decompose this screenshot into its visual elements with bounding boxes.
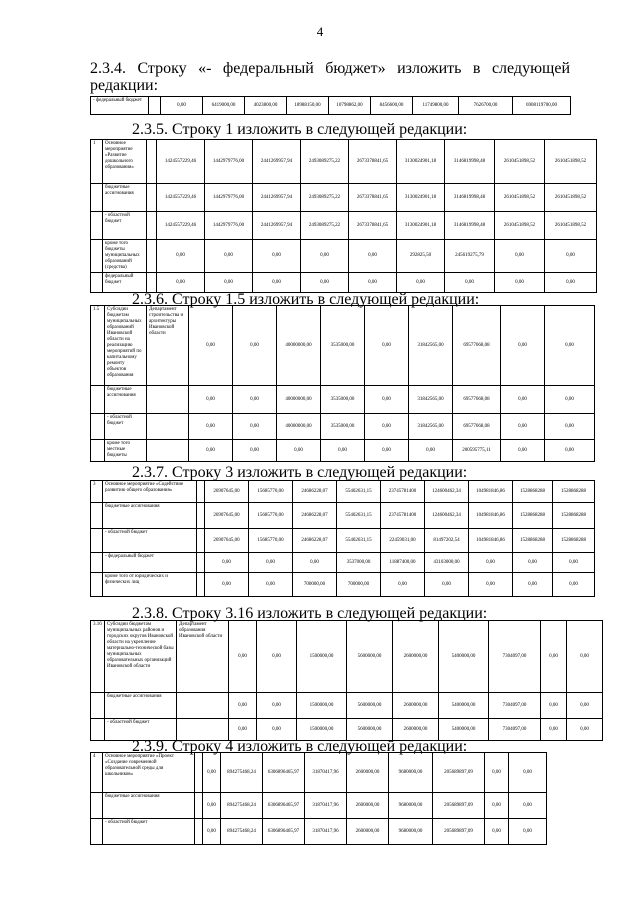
table-cell: 2610451898,52 bbox=[545, 184, 597, 212]
table-cell bbox=[91, 793, 103, 819]
table-cell: 15685770,00 bbox=[249, 481, 293, 503]
table-cell: 0,00 bbox=[553, 573, 595, 597]
table-cell: 0,00 bbox=[501, 306, 545, 386]
table-cell: 2493089275,22 bbox=[301, 212, 349, 240]
table-cell bbox=[197, 529, 205, 553]
table-cell: 0,00 bbox=[469, 553, 513, 573]
table-cell: 0,00 bbox=[253, 240, 301, 273]
table-cell bbox=[195, 793, 203, 819]
table-cell: 5600000,00 bbox=[347, 693, 393, 719]
table-cell: Департамент строительства и архитектуры Ивановской области bbox=[147, 306, 189, 386]
table-row bbox=[91, 240, 597, 273]
table-row bbox=[91, 621, 603, 693]
table-cell: 0,00 bbox=[545, 440, 595, 462]
table-cell: 894275468,24 bbox=[221, 753, 263, 793]
table-cell: 0,00 bbox=[277, 440, 321, 462]
table-cell: 26907645,00 bbox=[205, 481, 249, 503]
table-cell: 7304097,00 bbox=[489, 621, 541, 693]
table-cell: 1528868288 bbox=[513, 481, 553, 503]
table-cell: 0,00 bbox=[157, 273, 205, 293]
table-cell: 31842565,00 bbox=[409, 306, 453, 386]
table-cell bbox=[197, 553, 205, 573]
table-cell bbox=[147, 386, 189, 414]
table-cell: 124600462,34 bbox=[425, 481, 469, 503]
budget-table bbox=[90, 96, 571, 115]
table-cell: 245619275,79 bbox=[445, 240, 495, 273]
table-cell: - областной бюджет bbox=[103, 819, 195, 845]
table-cell: 69577668,08 bbox=[453, 414, 501, 440]
table-row bbox=[91, 819, 547, 845]
table-cell: 2673378841,65 bbox=[349, 184, 397, 212]
table-cell bbox=[147, 212, 157, 240]
table-cell: 2493089275,22 bbox=[301, 184, 349, 212]
table-cell bbox=[91, 273, 103, 293]
table-cell: 3130024901,18 bbox=[397, 184, 445, 212]
table-cell bbox=[147, 414, 189, 440]
table-cell: 0,00 bbox=[293, 553, 337, 573]
table-cell bbox=[91, 693, 105, 719]
table-cell: 3535000,00 bbox=[321, 306, 365, 386]
table-row bbox=[91, 386, 595, 414]
table-cell: бюджетные ассигнования bbox=[105, 386, 147, 414]
table-cell: 4023800,00 bbox=[245, 97, 287, 115]
table-cell: 24686228,07 bbox=[293, 503, 337, 529]
table-cell: 0,00 bbox=[409, 440, 453, 462]
table-cell: 0,00 bbox=[205, 573, 249, 597]
table-cell: 205689897,09 bbox=[433, 753, 485, 793]
table-cell: 0,00 bbox=[205, 240, 253, 273]
table-cell: 894275468,24 bbox=[221, 819, 263, 845]
table-cell: федеральный бюджет bbox=[103, 273, 147, 293]
table-cell: 3130024901,18 bbox=[397, 212, 445, 240]
section-heading: 2.3.5. Строку 1 изложить в следующей редакции: bbox=[132, 121, 468, 138]
table-cell bbox=[91, 719, 105, 741]
table-cell: 1528868288 bbox=[513, 503, 553, 529]
table-cell: 0,00 bbox=[321, 440, 365, 462]
table-cell: 3535000,00 bbox=[321, 386, 365, 414]
table-cell: 2441269957,94 bbox=[253, 184, 301, 212]
table-cell: 2610451898,52 bbox=[495, 212, 545, 240]
table-cell: 1442979776,00 bbox=[205, 184, 253, 212]
table-cell: 894275468,24 bbox=[221, 793, 263, 819]
table-cell: 0,00 bbox=[203, 753, 221, 793]
table-cell: 6306896465,97 bbox=[263, 753, 305, 793]
table-cell: 8456600,00 bbox=[371, 97, 413, 115]
table-cell: Субсидии бюджетам муниципальных образований Ивановской области на реализацию мероприятий по капитальному ремонту объектов образования bbox=[105, 306, 147, 386]
table-cell: - областной бюджет bbox=[103, 529, 197, 553]
table-cell bbox=[91, 553, 103, 573]
table-row bbox=[91, 184, 597, 212]
table-cell: 55402631,15 bbox=[337, 481, 381, 503]
table-cell: 15685770,00 bbox=[249, 529, 293, 553]
table-cell: кроме того местные бюджеты bbox=[105, 440, 147, 462]
table-cell: 3146819998,48 bbox=[445, 140, 495, 184]
table-cell: - федеральный бюджет bbox=[103, 553, 197, 573]
table-cell: 0,00 bbox=[249, 553, 293, 573]
table-cell bbox=[91, 819, 103, 845]
table-cell: 0,00 bbox=[365, 306, 409, 386]
table-cell: 700000,00 bbox=[337, 573, 381, 597]
table-cell: 0,00 bbox=[485, 819, 509, 845]
table-cell: 0,00 bbox=[501, 440, 545, 462]
table-cell: 0,00 bbox=[567, 693, 603, 719]
table-cell: 1528868288 bbox=[553, 481, 595, 503]
table-row bbox=[91, 503, 595, 529]
table-cell: 1424557229,46 bbox=[157, 184, 205, 212]
table-cell: 0,00 bbox=[257, 693, 297, 719]
table-cell: 5400000,00 bbox=[439, 693, 489, 719]
table-cell: 0,00 bbox=[205, 273, 253, 293]
table-cell: 0,00 bbox=[233, 440, 277, 462]
table-cell bbox=[197, 481, 205, 503]
table-cell: 0,00 bbox=[495, 240, 545, 273]
table-cell: 18988150,00 bbox=[287, 97, 329, 115]
table-cell: 0,00 bbox=[257, 719, 297, 741]
table-cell: 2493089275,22 bbox=[301, 140, 349, 184]
table-cell: 1500000,00 bbox=[297, 693, 347, 719]
table-cell: 0,00 bbox=[485, 793, 509, 819]
table-cell: 1442979776,00 bbox=[205, 212, 253, 240]
table-cell: 0,00 bbox=[365, 386, 409, 414]
table-cell: 2610451898,52 bbox=[545, 140, 597, 184]
table-cell: 1424557229,46 bbox=[157, 140, 205, 184]
table-cell: 0,00 bbox=[397, 273, 445, 293]
table-cell: Субсидии бюджетам муниципальных районов и городских округов Ивановской области на укрепление материально-технической базы муниципальных образовательных организаций Ивановской области bbox=[105, 621, 177, 693]
table-cell: 0,00 bbox=[205, 553, 249, 573]
table-cell: 81497202,54 bbox=[425, 529, 469, 553]
table-cell: 24686228,07 bbox=[293, 529, 337, 553]
table-row bbox=[91, 414, 595, 440]
table-cell: 3537000,00 bbox=[337, 553, 381, 573]
table-cell: 0,00 bbox=[157, 240, 205, 273]
table-cell: 0,00 bbox=[545, 414, 595, 440]
table-cell: 40000000,00 bbox=[277, 414, 321, 440]
table-cell: 2600000,00 bbox=[393, 621, 439, 693]
table-cell: Основное мероприятие «Развитие дошкольного образования» bbox=[103, 140, 147, 184]
table-cell: 40000000,00 bbox=[277, 306, 321, 386]
table-cell: 205689897,09 bbox=[433, 793, 485, 819]
table-row bbox=[91, 553, 595, 573]
table-cell: 3130024901,18 bbox=[397, 140, 445, 184]
table-cell: 6306896465,97 bbox=[263, 793, 305, 819]
table-cell: 104981846,86 bbox=[469, 529, 513, 553]
table-cell bbox=[91, 573, 103, 597]
table-cell bbox=[195, 753, 203, 793]
table-cell bbox=[91, 184, 103, 212]
table-cell: 0,00 bbox=[301, 273, 349, 293]
table-cell: 7626700,00 bbox=[459, 97, 513, 115]
table-cell: 24686228,07 bbox=[293, 481, 337, 503]
table-row bbox=[91, 440, 595, 462]
table-cell: 26907645,00 bbox=[205, 503, 249, 529]
table-cell: 0,00 bbox=[553, 553, 595, 573]
table-row bbox=[91, 212, 597, 240]
table-cell bbox=[195, 819, 203, 845]
table-cell: 3 bbox=[91, 481, 103, 503]
table-cell: 0,00 bbox=[567, 719, 603, 741]
table-cell bbox=[91, 440, 105, 462]
table-cell: 0,00 bbox=[189, 414, 233, 440]
table-cell: 31870417,96 bbox=[305, 793, 347, 819]
table-cell: 31842565,00 bbox=[409, 414, 453, 440]
table-row bbox=[91, 481, 595, 503]
table-cell: Основное мероприятие «Проект «Создание современной образовательной среды для школьников» bbox=[103, 753, 195, 793]
table-cell: 1442979776,00 bbox=[205, 140, 253, 184]
table-cell: 0,00 bbox=[233, 306, 277, 386]
table-cell: 6419000,00 bbox=[203, 97, 245, 115]
table-cell: 5400000,00 bbox=[439, 719, 489, 741]
budget-table bbox=[90, 752, 547, 845]
table-cell: 1528868288 bbox=[553, 503, 595, 529]
table-cell: Основное мероприятие «Содействие развитию общего образования» bbox=[103, 481, 197, 503]
table-cell bbox=[91, 386, 105, 414]
table-cell: 0,00 bbox=[349, 273, 397, 293]
table-cell: кроме того от юридических и физических лиц bbox=[103, 573, 197, 597]
table-cell: 1500000,00 bbox=[297, 621, 347, 693]
table-cell: 0,00 bbox=[545, 273, 597, 293]
table-cell: 7304097,00 bbox=[489, 719, 541, 741]
table-cell: 9680000,00 bbox=[389, 793, 433, 819]
table-cell: 205689897,09 bbox=[433, 819, 485, 845]
table-cell bbox=[147, 184, 157, 212]
table-cell: 292825,50 bbox=[397, 240, 445, 273]
table-cell: 0,00 bbox=[509, 819, 547, 845]
table-cell: 0,00 bbox=[203, 793, 221, 819]
table-cell: 0,00 bbox=[365, 440, 409, 462]
table-cell: 15685770,00 bbox=[249, 503, 293, 529]
budget-table bbox=[90, 480, 595, 597]
budget-table bbox=[90, 305, 595, 462]
table-cell: Департамент образования Ивановской области bbox=[177, 621, 229, 693]
table-row bbox=[91, 273, 597, 293]
table-cell: 0,00 bbox=[567, 621, 603, 693]
table-cell: 11749800,00 bbox=[413, 97, 459, 115]
table-cell: бюджетные ассигнования bbox=[105, 693, 177, 719]
table-cell bbox=[147, 440, 189, 462]
table-cell: 0,00 bbox=[541, 719, 567, 741]
table-cell bbox=[91, 503, 103, 529]
table-cell: - областной бюджет bbox=[105, 414, 147, 440]
table-cell: 0,00 bbox=[541, 693, 567, 719]
table-cell: бюджетные ассигнования bbox=[103, 503, 197, 529]
table-cell: 2673378841,65 bbox=[349, 140, 397, 184]
table-cell: 26907645,00 bbox=[205, 529, 249, 553]
table-cell: 0,00 bbox=[509, 793, 547, 819]
table-cell: 1424557229,46 bbox=[157, 212, 205, 240]
table-row bbox=[91, 140, 597, 184]
section-heading: 2.3.8. Строку 3.16 изложить в следующей редакции: bbox=[132, 605, 488, 622]
table-cell: - областной бюджет bbox=[103, 212, 147, 240]
table-cell: 69577668,08 bbox=[453, 386, 501, 414]
table-cell: 0,00 bbox=[381, 573, 425, 597]
table-row bbox=[91, 753, 547, 793]
table-cell: 0,00 bbox=[501, 414, 545, 440]
table-cell: 0,00 bbox=[513, 573, 553, 597]
table-cell: 0,00 bbox=[365, 414, 409, 440]
section-heading: 2.3.7. Строку 3 изложить в следующей редакции: bbox=[132, 464, 468, 481]
table-cell bbox=[91, 414, 105, 440]
table-cell: 3535000,00 bbox=[321, 414, 365, 440]
table-cell: 0,00 bbox=[469, 573, 513, 597]
table-cell: 9680000,00 bbox=[389, 753, 433, 793]
table-row bbox=[91, 573, 595, 597]
table-cell: 200595775,11 bbox=[453, 440, 501, 462]
table-cell: 2600000,00 bbox=[393, 719, 439, 741]
table-cell: 0,00 bbox=[301, 240, 349, 273]
table-cell: 104981846,86 bbox=[469, 481, 513, 503]
table-cell: 0,00 bbox=[541, 621, 567, 693]
table-cell: 0,00 bbox=[189, 386, 233, 414]
table-cell: 0,00 bbox=[189, 306, 233, 386]
table-cell: 2600000,00 bbox=[393, 693, 439, 719]
table-cell: бюджетные ассигнования bbox=[103, 793, 195, 819]
table-cell: 0,00 bbox=[161, 97, 203, 115]
table-cell bbox=[197, 573, 205, 597]
table-cell: 23745781400 bbox=[381, 503, 425, 529]
table-cell: 10798862,00 bbox=[329, 97, 371, 115]
table-cell: 1 bbox=[91, 140, 103, 184]
table-cell: 22459031,00 bbox=[381, 529, 425, 553]
table-cell: 1528868288 bbox=[553, 529, 595, 553]
table-cell: 0,00 bbox=[249, 573, 293, 597]
table-cell: 0,00 bbox=[349, 240, 397, 273]
table-cell: 0,00 bbox=[233, 386, 277, 414]
table-cell: 9680000,00 bbox=[389, 819, 433, 845]
table-cell: 5600000,00 bbox=[347, 621, 393, 693]
table-cell: 0,00 bbox=[513, 553, 553, 573]
table-cell bbox=[147, 140, 157, 184]
table-cell: 2600000,00 bbox=[347, 819, 389, 845]
table-cell: 23745781400 bbox=[381, 481, 425, 503]
table-cell bbox=[149, 97, 161, 115]
table-cell: 1.5 bbox=[91, 306, 105, 386]
page-number: 4 bbox=[316, 24, 324, 39]
table-cell: 0,00 bbox=[545, 240, 597, 273]
table-cell: 69577668,08 bbox=[453, 306, 501, 386]
table-cell: 1528868288 bbox=[513, 529, 553, 553]
table-cell: 2441269957,94 bbox=[253, 140, 301, 184]
table-cell: 7304097,00 bbox=[489, 693, 541, 719]
table-cell: 2600000,00 bbox=[347, 753, 389, 793]
table-cell: 104981846,86 bbox=[469, 503, 513, 529]
table-cell: 31842565,00 bbox=[409, 386, 453, 414]
table-cell: 2441269957,94 bbox=[253, 212, 301, 240]
table-cell: 3.16 bbox=[91, 621, 105, 693]
table-cell: 0,00 bbox=[445, 273, 495, 293]
table-cell: 2600000,00 bbox=[347, 793, 389, 819]
table-cell bbox=[177, 693, 229, 719]
table-cell: 4 bbox=[91, 753, 103, 793]
table-cell: 0,00 bbox=[203, 819, 221, 845]
table-cell: 3146819998,48 bbox=[445, 212, 495, 240]
table-cell: 5600000,00 bbox=[347, 719, 393, 741]
table-cell: 55402631,15 bbox=[337, 529, 381, 553]
table-cell: 3146819998,48 bbox=[445, 184, 495, 212]
section-heading: 2.3.6. Строку 1.5 изложить в следующей редакции: bbox=[132, 291, 480, 308]
table-cell bbox=[147, 240, 157, 273]
table-cell: 0,00 bbox=[501, 386, 545, 414]
table-cell: 124600462,34 bbox=[425, 503, 469, 529]
table-cell: 2610451898,52 bbox=[545, 212, 597, 240]
table-cell bbox=[147, 273, 157, 293]
table-cell: 0,00 bbox=[495, 273, 545, 293]
table-cell: 40000000,00 bbox=[277, 386, 321, 414]
table-cell bbox=[91, 212, 103, 240]
budget-table bbox=[90, 620, 603, 741]
table-cell: 0,00 bbox=[485, 753, 509, 793]
table-row bbox=[91, 793, 547, 819]
table-cell: 1500000,00 bbox=[297, 719, 347, 741]
table-cell: бюджетные ассигнования bbox=[103, 184, 147, 212]
table-cell: 2673378841,65 bbox=[349, 212, 397, 240]
table-cell: 6306896465,97 bbox=[263, 819, 305, 845]
table-cell: - областной бюджет bbox=[105, 719, 177, 741]
table-cell: 6908119700,00 bbox=[513, 97, 571, 115]
table-cell: 0,00 bbox=[509, 753, 547, 793]
table-cell: - федеральный бюджет bbox=[91, 97, 149, 115]
table-row bbox=[91, 97, 571, 115]
table-cell: 31870417,96 bbox=[305, 753, 347, 793]
table-cell: 43103000,00 bbox=[425, 553, 469, 573]
table-cell bbox=[91, 240, 103, 273]
table-cell: 0,00 bbox=[229, 719, 257, 741]
table-row bbox=[91, 693, 603, 719]
table-cell bbox=[197, 503, 205, 529]
table-cell: 0,00 bbox=[545, 386, 595, 414]
table-cell: 0,00 bbox=[425, 573, 469, 597]
table-row bbox=[91, 306, 595, 386]
table-cell: 11887400,00 bbox=[381, 553, 425, 573]
budget-table bbox=[90, 139, 597, 293]
table-cell: 0,00 bbox=[229, 693, 257, 719]
section-heading: 2.3.4. Строку «- федеральный бюджет» изложить в следующей редакции: bbox=[90, 60, 570, 94]
table-cell: кроме того бюджеты муниципальных образований (средства) bbox=[103, 240, 147, 273]
table-cell: 0,00 bbox=[545, 306, 595, 386]
table-row bbox=[91, 529, 595, 553]
table-cell: 700000,00 bbox=[293, 573, 337, 597]
table-cell: 0,00 bbox=[189, 440, 233, 462]
table-cell: 2610451898,52 bbox=[495, 140, 545, 184]
table-cell bbox=[91, 529, 103, 553]
table-cell: 0,00 bbox=[229, 621, 257, 693]
section-heading: 2.3.9. Строку 4 изложить в следующей редакции: bbox=[132, 738, 468, 755]
table-cell: 55402631,15 bbox=[337, 503, 381, 529]
table-cell: 0,00 bbox=[233, 414, 277, 440]
table-cell: 5400000,00 bbox=[439, 621, 489, 693]
table-cell: 2610451898,52 bbox=[495, 184, 545, 212]
table-cell: 0,00 bbox=[257, 621, 297, 693]
table-cell: 31870417,96 bbox=[305, 819, 347, 845]
table-cell: 0,00 bbox=[253, 273, 301, 293]
